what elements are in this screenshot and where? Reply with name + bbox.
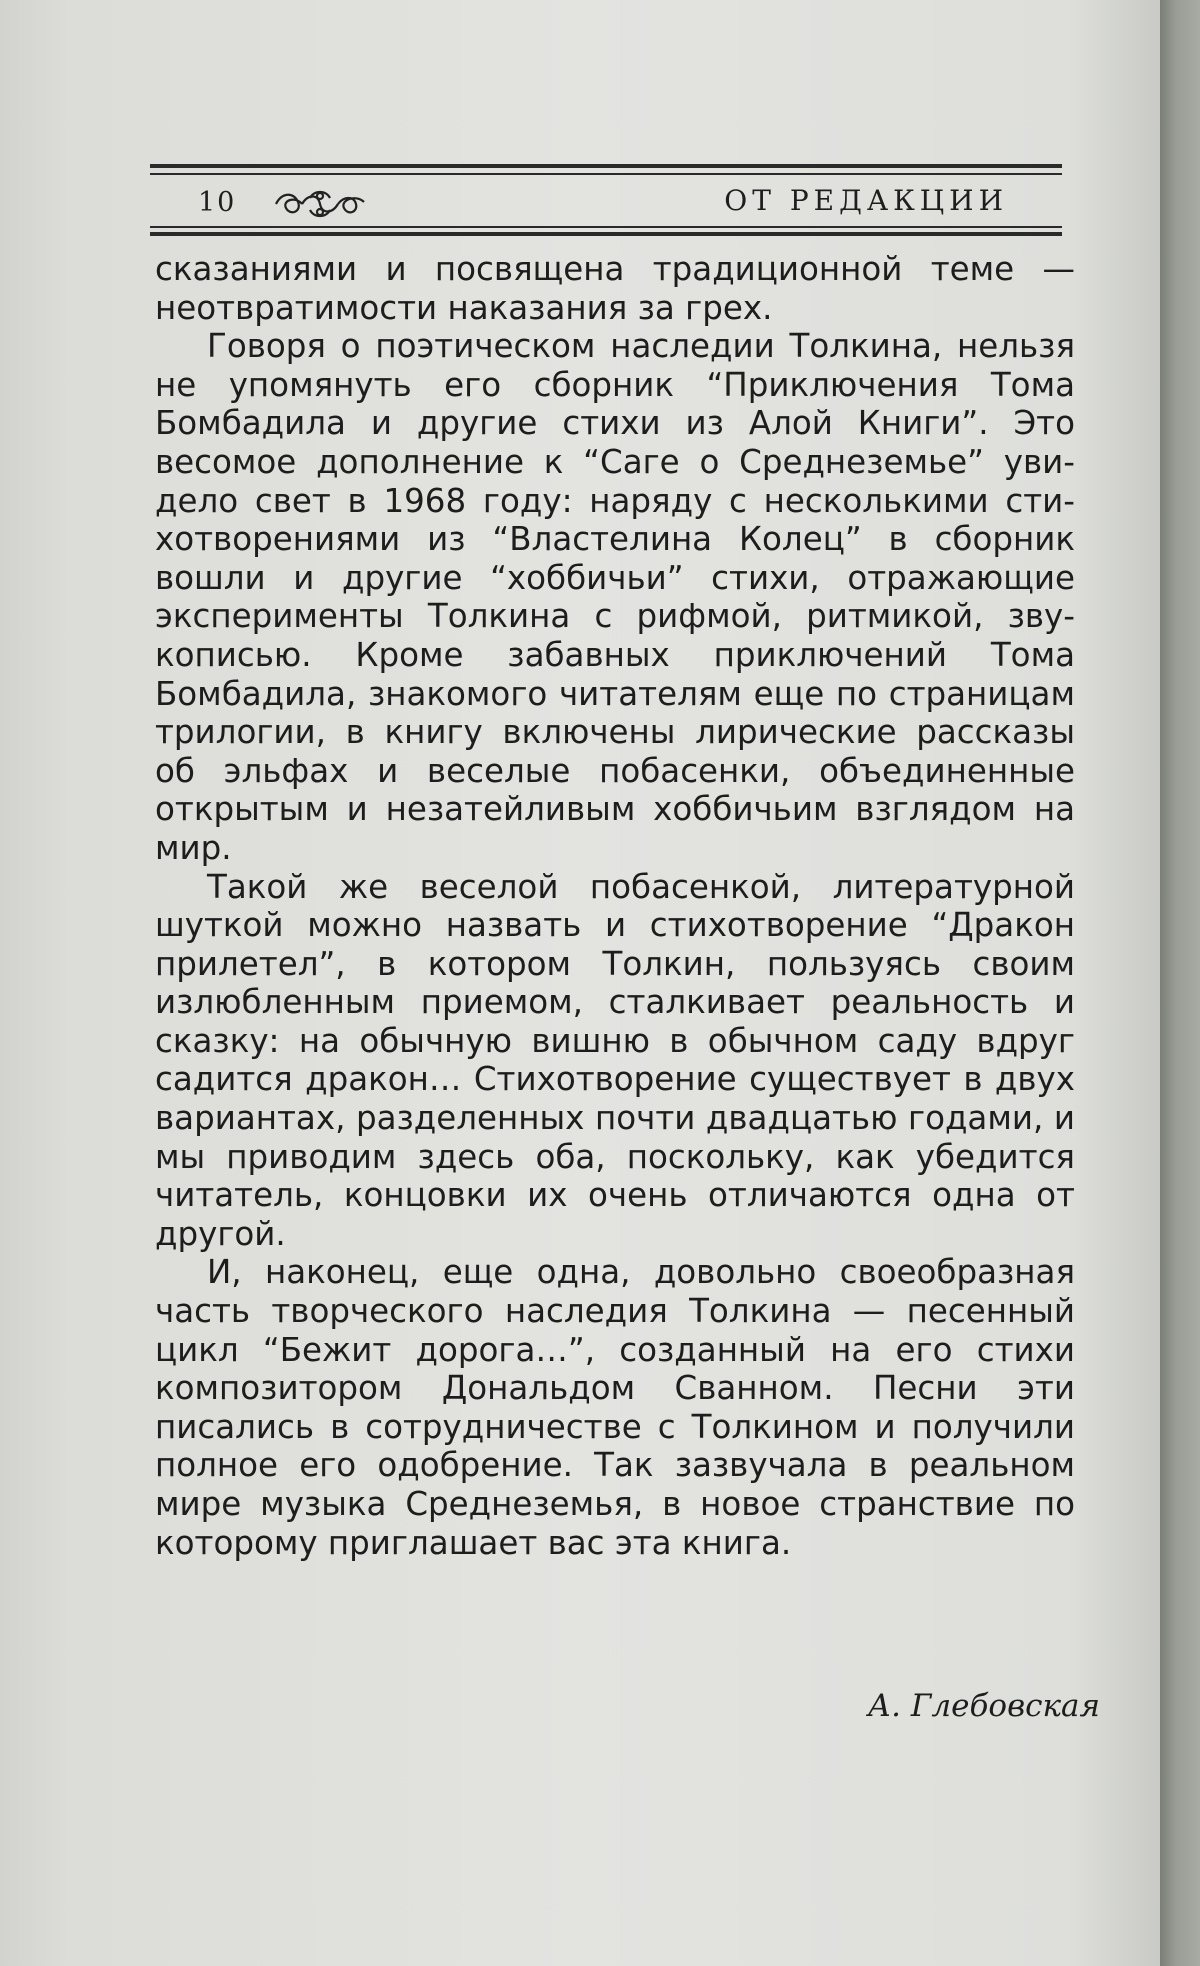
header-rule-bottom bbox=[150, 232, 1062, 236]
page-header bbox=[150, 160, 1062, 240]
header-rule-top-thin bbox=[150, 173, 1062, 175]
running-title: ОТ РЕДАКЦИИ bbox=[724, 184, 1008, 217]
header-rule-top bbox=[150, 164, 1062, 168]
paragraph: Такой же веселой побасенкой, литературной шуткой можно назвать и стихотворение “Дракон прилетел”, в котором Толкин, пользуясь своим излюбленным приемом, сталкивает реальность и сказку: на обычную вишню в обычном саду вдруг садится дракон… Стихотворение существует в двух вариантах, разделенных почти двадцатью годами, и мы приводим здесь оба, поскольку, как убедится читатель, концовки их очень отличаются одна от другой. bbox=[155, 867, 1075, 1253]
adjacent-page-edge bbox=[1160, 0, 1200, 1966]
paragraph: И, наконец, еще одна, довольно своеобразная часть творческого наследия Толкина — песенный цикл “Бежит дорога…”, созданный на его стихи композитором Дональдом Сванном. Песни эти писались в сотрудничестве с Толкином и получили полное его одобрение. Так зазвучала в реальном мире музыка Среднеземья, в новое странствие по которому приглашает вас эта книга. bbox=[155, 1253, 1075, 1562]
page-number: 10 bbox=[198, 187, 237, 218]
floral-ornament-icon bbox=[272, 188, 368, 220]
paragraph-continued: сказаниями и посвящена традиционной теме — неотвратимости наказания за грех. bbox=[155, 250, 1075, 327]
author-signature: А. Глебовская bbox=[867, 1688, 1100, 1724]
main-text bbox=[155, 250, 1075, 1562]
header-rule-bottom-thin bbox=[150, 226, 1062, 228]
paragraph: Говоря о поэтическом наследии Толкина, нельзя не упомянуть его сборник “Приключения Тома Бомбадила и другие стихи из Алой Книги”. Это весомое дополнение к “Саге о Среднеземье” увидело свет в 1968 году: наряду с несколькими стихотворениями из “Властелина Колец” в сборник вошли и другие “хоббичьи” стихи, отражающие эксперименты Толкина с рифмой, ритмикой, звукописью. Кроме забавных приключений Тома Бомбадила, знакомого читателям еще по страницам трилогии, в книгу включены лирические рассказы об эльфах и веселые побасенки, объединенные открытым и незатейливым хоббичьим взглядом на мир. bbox=[155, 327, 1075, 867]
